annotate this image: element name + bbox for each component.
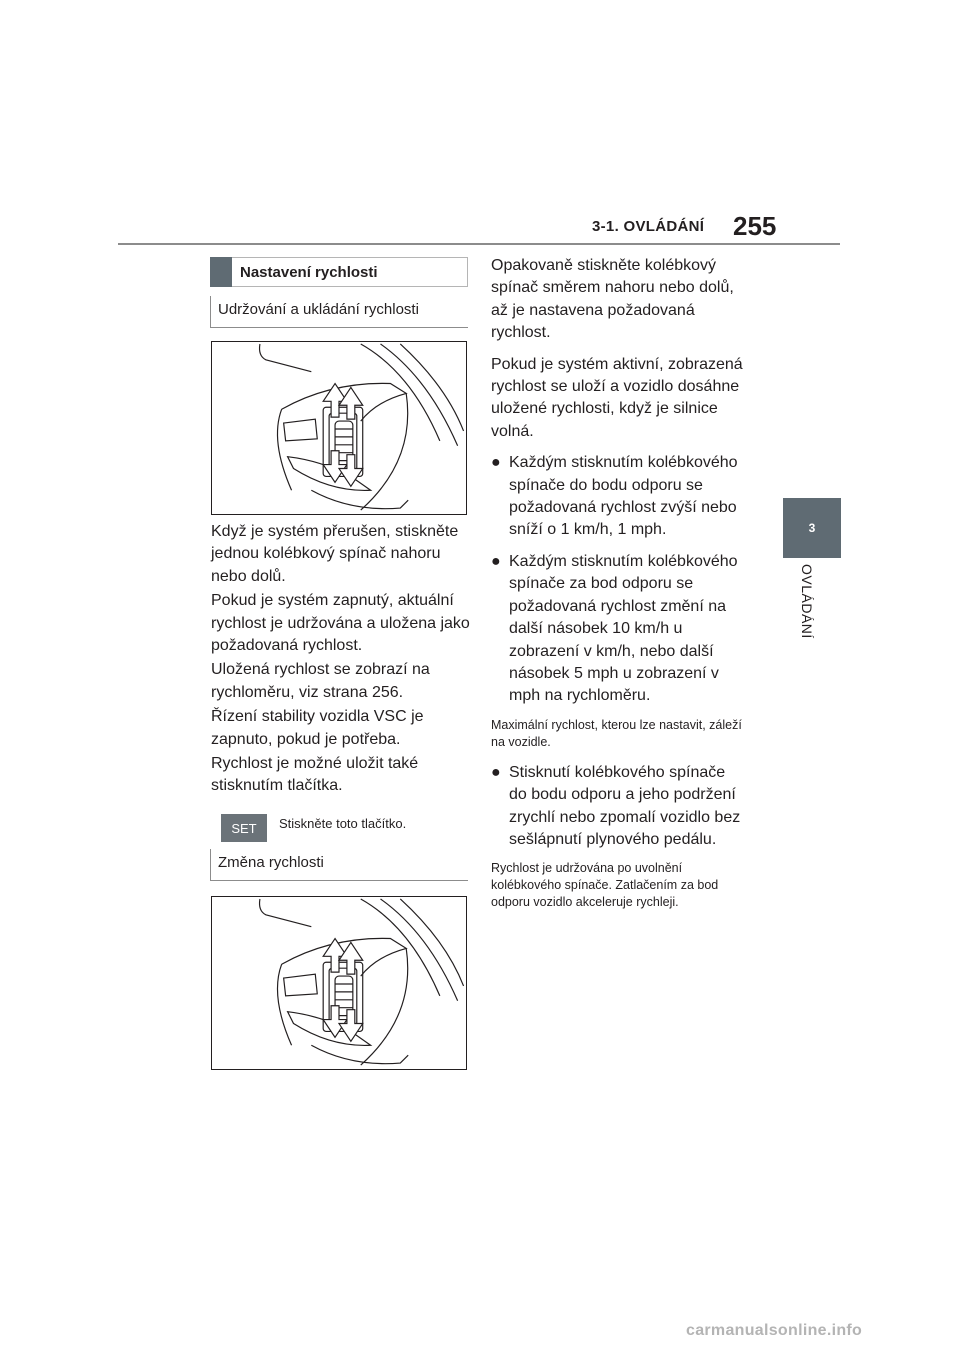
paragraph: Rychlost je možné uložit také stisknutím tlačítka. xyxy=(211,755,419,795)
paragraph: Opakovaně stiskněte kolébkový spínač směrem nahoru nebo dolů, až je nastavena požadovaná rychlost. xyxy=(491,257,734,342)
paragraph: Pokud je systém aktivní, zobrazená rychlost se uloží a vozidlo dosáhne uložené rychlosti, když je silnice volná. xyxy=(491,355,743,440)
paragraph: Když je systém přerušen, stiskněte jednou kolébkový spínač nahoru nebo dolů. xyxy=(211,523,459,585)
heading-marker xyxy=(210,257,232,287)
header-divider xyxy=(118,243,840,245)
paragraph: Pokud je systém zapnutý, aktuální rychlost je udržována a uložena jako požadovaná rychlost. xyxy=(211,592,470,655)
page-number: 255 xyxy=(733,211,777,241)
bullet-text: Každým stisknutím kolébkového spínače do bodu odporu se požadovaná rychlost zvýší nebo sníží o 1 km/h, 1 mph. xyxy=(509,454,738,539)
section-heading-text: Nastavení rychlosti xyxy=(240,263,378,281)
paragraph: Řízení stability vozidla VSC je zapnuto, pokud je potřeba. xyxy=(211,708,424,748)
section-title: 3-1. OVLÁDÁNÍ xyxy=(592,218,705,235)
paragraph: Uložená rychlost se zobrazí na rychloměru, viz strana 256. xyxy=(211,661,430,701)
steering-switch-illustration-2 xyxy=(211,896,467,1070)
bullet-dot-icon: ● xyxy=(491,552,501,570)
bullet-item xyxy=(491,551,747,708)
chapter-side-label: OVLÁDÁNÍ xyxy=(799,564,815,639)
chapter-tab: 3 xyxy=(783,498,841,558)
footer-watermark: carmanualsonline.info xyxy=(686,1322,863,1339)
note: Rychlost je udržována po uvolnění kolébkového spínače. Zatlačením za bod odporu vozidlo akceleruje rychleji. xyxy=(491,861,719,910)
bullet-item xyxy=(491,762,747,852)
bullet-dot-icon: ● xyxy=(491,763,501,781)
bullet-text: Každým stisknutím kolébkového spínače za bod odporu se požadovaná rychlost změní na další násobek 10 km/h u zobrazení v km/h, nebo další násobek 5 mph u zobrazení v mph na rychloměru. xyxy=(509,552,738,705)
subheading-change: Změna rychlosti xyxy=(210,849,468,881)
right-column-text xyxy=(491,255,747,922)
set-button-icon: SET xyxy=(221,814,267,842)
bullet-dot-icon: ● xyxy=(491,454,501,472)
section-heading xyxy=(210,257,468,287)
steering-switch-illustration-1 xyxy=(211,341,467,515)
bullet-item xyxy=(491,452,747,542)
steering-switch-drawing xyxy=(212,342,466,514)
bullet-text: Stisknutí kolébkového spínače do bodu odporu a jeho podržení zrychlí nebo zpomalí vozidlo bez sešlápnutí plynového pedálu. xyxy=(509,763,741,848)
subheading-maintain: Udržování a ukládání rychlosti xyxy=(210,296,468,328)
left-column-text xyxy=(211,521,473,800)
note: Maximální rychlost, kterou lze nastavit, záleží na vozidle. xyxy=(491,717,742,749)
steering-switch-drawing xyxy=(212,897,466,1069)
set-button-description: Stiskněte toto tlačítko. xyxy=(279,816,407,831)
